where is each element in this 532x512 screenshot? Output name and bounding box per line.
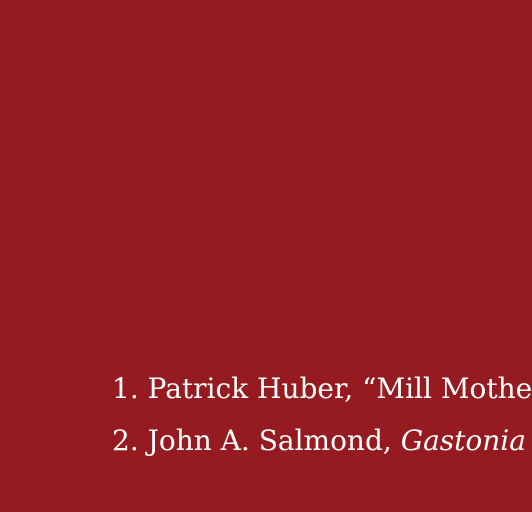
footnote-author: Patrick Huber,: [147, 372, 354, 405]
footnote-title: Gastonia: [400, 424, 526, 457]
footnote-number: 2.: [112, 424, 139, 457]
footnote-2: [112, 424, 526, 458]
footnote-list: [112, 372, 532, 476]
footnote-title: “Mill Mothe: [362, 372, 532, 405]
footnote-1: [112, 372, 532, 406]
footnote-number: 1.: [112, 372, 139, 405]
footnote-author: John A. Salmond,: [147, 424, 392, 457]
